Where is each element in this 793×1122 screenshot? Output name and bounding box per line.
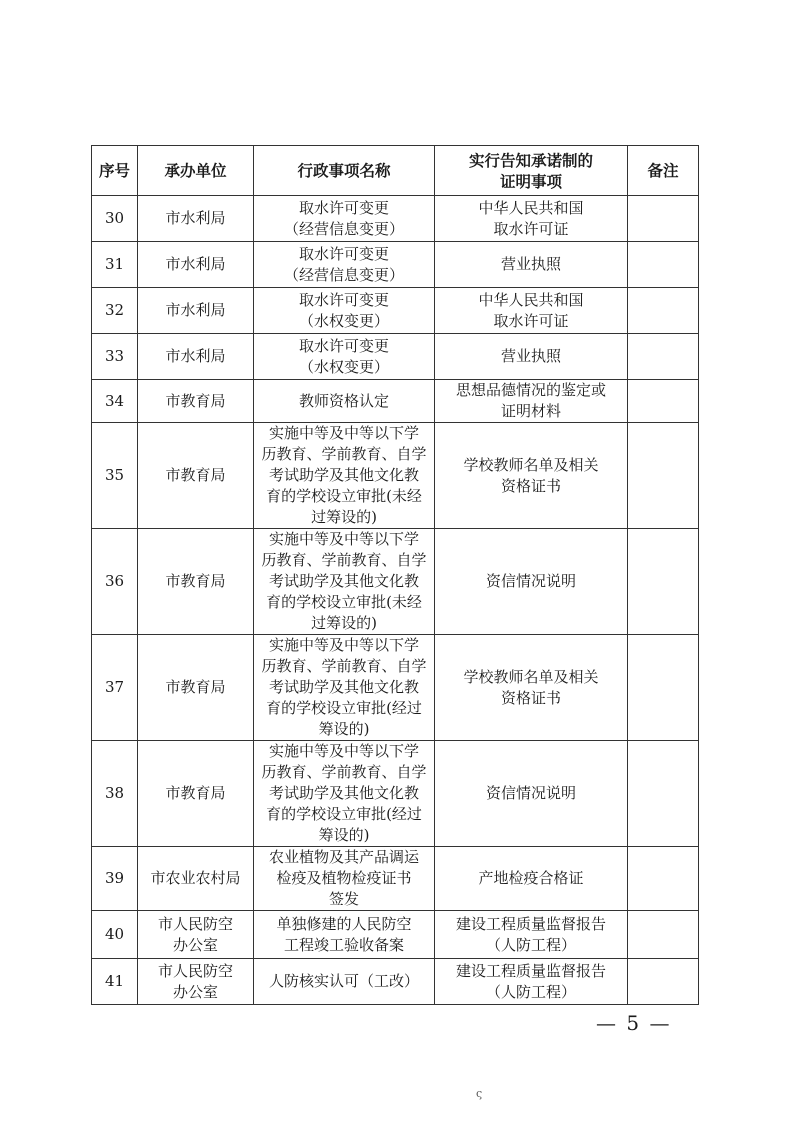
cell-proof: 学校教师名单及相关 资格证书 <box>435 423 628 529</box>
cell-unit: 市水利局 <box>138 334 254 380</box>
cell-proof: 中华人民共和国 取水许可证 <box>435 288 628 334</box>
cell-unit: 市水利局 <box>138 196 254 242</box>
items-table <box>91 145 699 1005</box>
cell-no: 36 <box>92 529 138 635</box>
cell-unit: 市教育局 <box>138 741 254 847</box>
cell-unit: 市人民防空 办公室 <box>138 911 254 959</box>
cell-note <box>628 423 699 529</box>
table-row <box>92 242 699 288</box>
cell-unit: 市农业农村局 <box>138 847 254 911</box>
cell-proof: 营业执照 <box>435 334 628 380</box>
cell-unit: 市教育局 <box>138 423 254 529</box>
header-cell-proof: 实行告知承诺制的 证明事项 <box>435 146 628 196</box>
cell-unit: 市教育局 <box>138 380 254 423</box>
table-row <box>92 288 699 334</box>
cell-no: 41 <box>92 959 138 1005</box>
cell-no: 30 <box>92 196 138 242</box>
cell-item: 取水许可变更 （经营信息变更） <box>254 242 435 288</box>
cell-unit: 市教育局 <box>138 529 254 635</box>
cell-item: 取水许可变更 （水权变更） <box>254 334 435 380</box>
header-cell-no: 序号 <box>92 146 138 196</box>
table-row <box>92 741 699 847</box>
cell-unit: 市教育局 <box>138 635 254 741</box>
cell-item: 人防核实认可（工改） <box>254 959 435 1005</box>
cell-note <box>628 196 699 242</box>
cell-no: 32 <box>92 288 138 334</box>
table-header-row <box>92 146 699 196</box>
table-row <box>92 635 699 741</box>
table-row <box>92 911 699 959</box>
cell-note <box>628 847 699 911</box>
cell-no: 38 <box>92 741 138 847</box>
header-cell-unit: 承办单位 <box>138 146 254 196</box>
cell-proof: 营业执照 <box>435 242 628 288</box>
cell-note <box>628 529 699 635</box>
cell-proof: 建设工程质量监督报告 （人防工程） <box>435 959 628 1005</box>
cell-item: 实施中等及中等以下学 历教育、学前教育、自学 考试助学及其他文化教 育的学校设立审批(经过 筹设的) <box>254 741 435 847</box>
table-row <box>92 334 699 380</box>
cell-proof: 学校教师名单及相关 资格证书 <box>435 635 628 741</box>
page-number: — 5 — <box>596 1011 672 1035</box>
cell-proof: 建设工程质量监督报告 （人防工程） <box>435 911 628 959</box>
bottom-mark: ς <box>476 1087 483 1100</box>
cell-no: 40 <box>92 911 138 959</box>
header-cell-item: 行政事项名称 <box>254 146 435 196</box>
table-row <box>92 423 699 529</box>
table-row <box>92 847 699 911</box>
table-row <box>92 959 699 1005</box>
cell-note <box>628 334 699 380</box>
cell-no: 39 <box>92 847 138 911</box>
cell-proof: 产地检疫合格证 <box>435 847 628 911</box>
cell-proof: 资信情况说明 <box>435 529 628 635</box>
cell-no: 35 <box>92 423 138 529</box>
cell-note <box>628 288 699 334</box>
cell-note <box>628 380 699 423</box>
cell-note <box>628 635 699 741</box>
cell-proof: 资信情况说明 <box>435 741 628 847</box>
cell-item: 取水许可变更 （经营信息变更） <box>254 196 435 242</box>
cell-no: 34 <box>92 380 138 423</box>
cell-item: 取水许可变更 （水权变更） <box>254 288 435 334</box>
cell-item: 实施中等及中等以下学 历教育、学前教育、自学 考试助学及其他文化教 育的学校设立审批(未经 过筹设的) <box>254 423 435 529</box>
cell-unit: 市水利局 <box>138 242 254 288</box>
table-row <box>92 529 699 635</box>
cell-no: 33 <box>92 334 138 380</box>
cell-note <box>628 741 699 847</box>
cell-proof: 思想品德情况的鉴定或 证明材料 <box>435 380 628 423</box>
header-cell-note: 备注 <box>628 146 699 196</box>
cell-note <box>628 911 699 959</box>
cell-unit: 市水利局 <box>138 288 254 334</box>
cell-note <box>628 242 699 288</box>
cell-item: 农业植物及其产品调运 检疫及植物检疫证书 签发 <box>254 847 435 911</box>
table-row <box>92 196 699 242</box>
table-row <box>92 380 699 423</box>
cell-unit: 市人民防空 办公室 <box>138 959 254 1005</box>
cell-item: 教师资格认定 <box>254 380 435 423</box>
cell-note <box>628 959 699 1005</box>
cell-item: 实施中等及中等以下学 历教育、学前教育、自学 考试助学及其他文化教 育的学校设立审批(未经 过筹设的) <box>254 529 435 635</box>
cell-no: 37 <box>92 635 138 741</box>
cell-item: 实施中等及中等以下学 历教育、学前教育、自学 考试助学及其他文化教 育的学校设立审批(经过 筹设的) <box>254 635 435 741</box>
cell-proof: 中华人民共和国 取水许可证 <box>435 196 628 242</box>
cell-no: 31 <box>92 242 138 288</box>
cell-item: 单独修建的人民防空 工程竣工验收备案 <box>254 911 435 959</box>
